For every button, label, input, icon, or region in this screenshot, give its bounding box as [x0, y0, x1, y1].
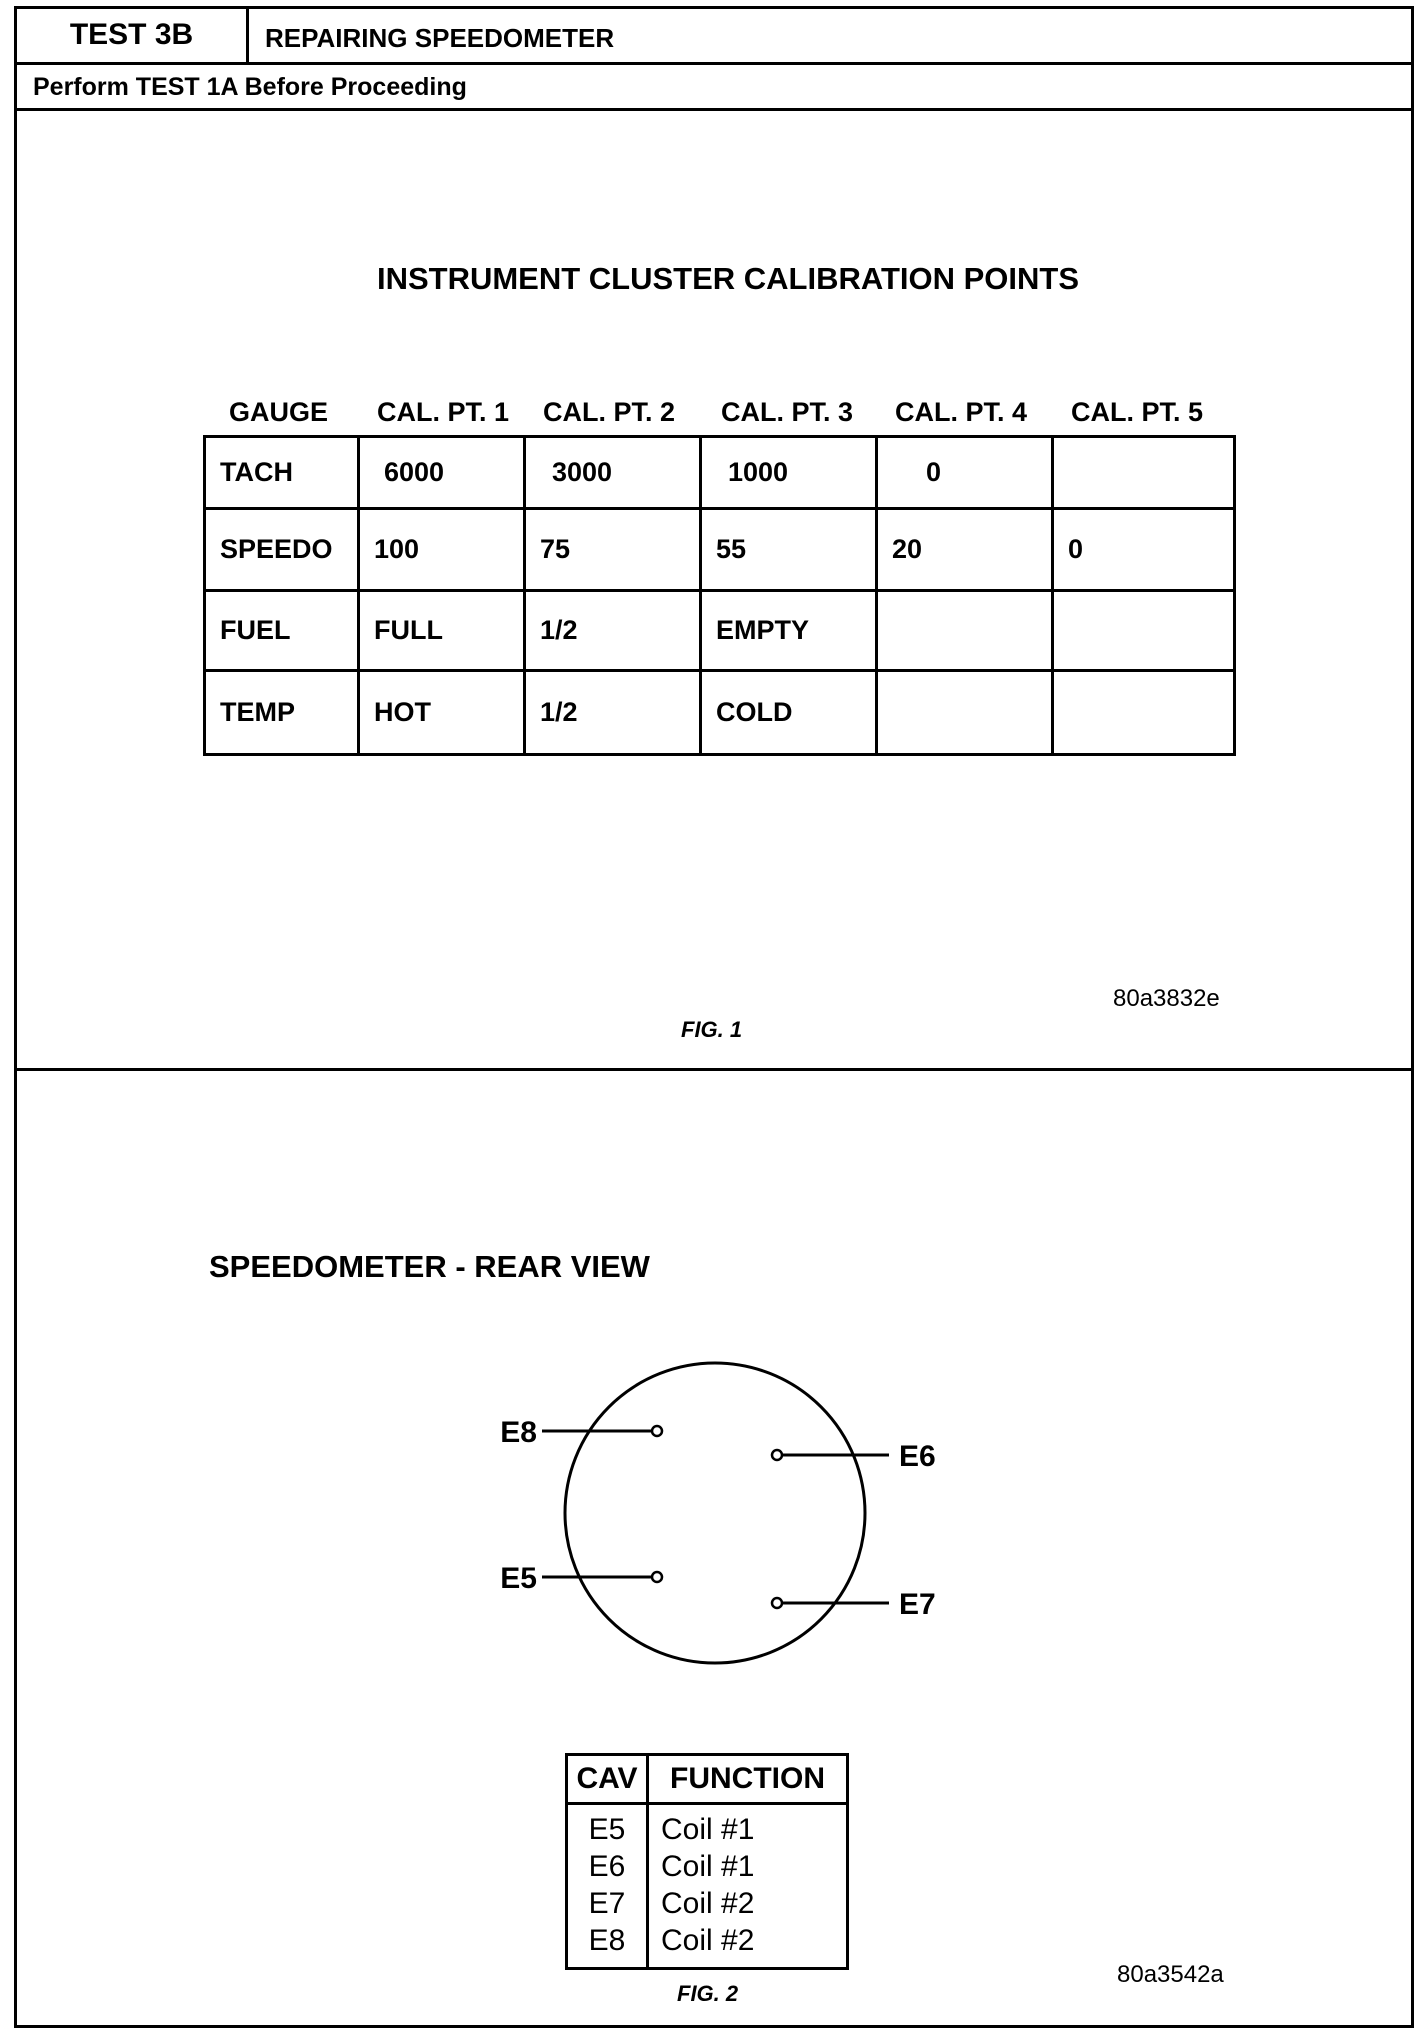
- value-cell: 1/2: [525, 671, 701, 755]
- col-header-cal-pt-1: CAL. PT. 1: [377, 397, 510, 427]
- function-header: FUNCTION: [670, 1762, 825, 1795]
- speedometer-rear-view-diagram: [17, 1071, 1411, 1831]
- value-cell: 55: [701, 509, 877, 591]
- value-cell: 3000: [525, 437, 701, 509]
- gauge-cell: TEMP: [205, 671, 359, 755]
- col-header-gauge: GAUGE: [229, 397, 329, 427]
- value-cell: 1000: [701, 437, 877, 509]
- test-id: TEST 3B: [17, 9, 249, 65]
- figure-1-label: FIG. 1: [681, 1017, 743, 1042]
- figure-1-code: 80a3832e: [1113, 985, 1220, 1012]
- e7-pin: [772, 1598, 782, 1608]
- value-cell: [1053, 591, 1235, 671]
- col-header-cal-pt-2: CAL. PT. 2: [543, 397, 676, 427]
- value-cell: 1/2: [525, 591, 701, 671]
- function-cell: Coil #2: [661, 1924, 755, 1957]
- value-cell: COLD: [701, 671, 877, 755]
- header-divider: [249, 62, 1411, 65]
- calibration-title: INSTRUMENT CLUSTER CALIBRATION POINTS: [376, 261, 1080, 296]
- value-cell: EMPTY: [701, 591, 877, 671]
- function-cell: Coil #1: [661, 1813, 755, 1846]
- value-cell: [877, 671, 1053, 755]
- e6-pin: [772, 1450, 782, 1460]
- gauge-cell: FUEL: [205, 591, 359, 671]
- value-cell: FULL: [359, 591, 525, 671]
- value-cell: HOT: [359, 671, 525, 755]
- figure-2-label: FIG. 2: [677, 1981, 739, 2006]
- value-cell: 20: [877, 509, 1053, 591]
- function-cell: Coil #2: [661, 1887, 755, 1920]
- col-header-cal-pt-4: CAL. PT. 4: [895, 397, 1028, 427]
- table-row: [205, 591, 1235, 671]
- table-row: [205, 509, 1235, 591]
- table-row: [205, 671, 1235, 755]
- test-title: REPAIRING SPEEDOMETER: [265, 23, 615, 53]
- cav-cell: E7: [588, 1887, 626, 1920]
- cav-cell: E5: [588, 1813, 626, 1846]
- calibration-table: [203, 435, 1236, 756]
- cav-header: CAV: [568, 1756, 649, 1802]
- speedometer-title: SPEEDOMETER - REAR VIEW: [209, 1249, 650, 1284]
- value-cell: [877, 591, 1053, 671]
- e5-label: E5: [500, 1562, 537, 1595]
- value-cell: [1053, 437, 1235, 509]
- cav-column: [568, 1805, 649, 1967]
- document-page: [14, 6, 1414, 2028]
- gauge-cell: SPEEDO: [205, 509, 359, 591]
- value-cell: 0: [1053, 509, 1235, 591]
- value-cell: 75: [525, 509, 701, 591]
- e8-label: E8: [500, 1416, 537, 1449]
- table-row: [205, 437, 1235, 509]
- value-cell: 6000: [359, 437, 525, 509]
- e7-label: E7: [899, 1588, 936, 1621]
- function-cell: Coil #1: [661, 1850, 755, 1883]
- cavity-table-body: [568, 1805, 846, 1967]
- cavity-function-table: [565, 1753, 849, 1970]
- value-cell: 100: [359, 509, 525, 591]
- e8-pin: [652, 1426, 662, 1436]
- speedometer-housing: [565, 1363, 865, 1663]
- col-header-cal-pt-5: CAL. PT. 5: [1071, 397, 1204, 427]
- value-cell: 0: [877, 437, 1053, 509]
- figure-2-code: 80a3542a: [1117, 1961, 1224, 1988]
- gauge-cell: TACH: [205, 437, 359, 509]
- e6-label: E6: [899, 1440, 936, 1473]
- e5-pin: [652, 1572, 662, 1582]
- cav-cell: E6: [588, 1850, 626, 1883]
- test-header: [17, 9, 1411, 111]
- function-column: [649, 1805, 846, 1967]
- value-cell: [1053, 671, 1235, 755]
- figure-1-panel: [17, 111, 1411, 1071]
- cavity-table-header: [568, 1756, 846, 1805]
- col-header-cal-pt-3: CAL. PT. 3: [721, 397, 854, 427]
- cav-cell: E8: [588, 1924, 626, 1957]
- figure-2-panel: [17, 1071, 1411, 2025]
- prerequisite-note: Perform TEST 1A Before Proceeding: [33, 73, 467, 101]
